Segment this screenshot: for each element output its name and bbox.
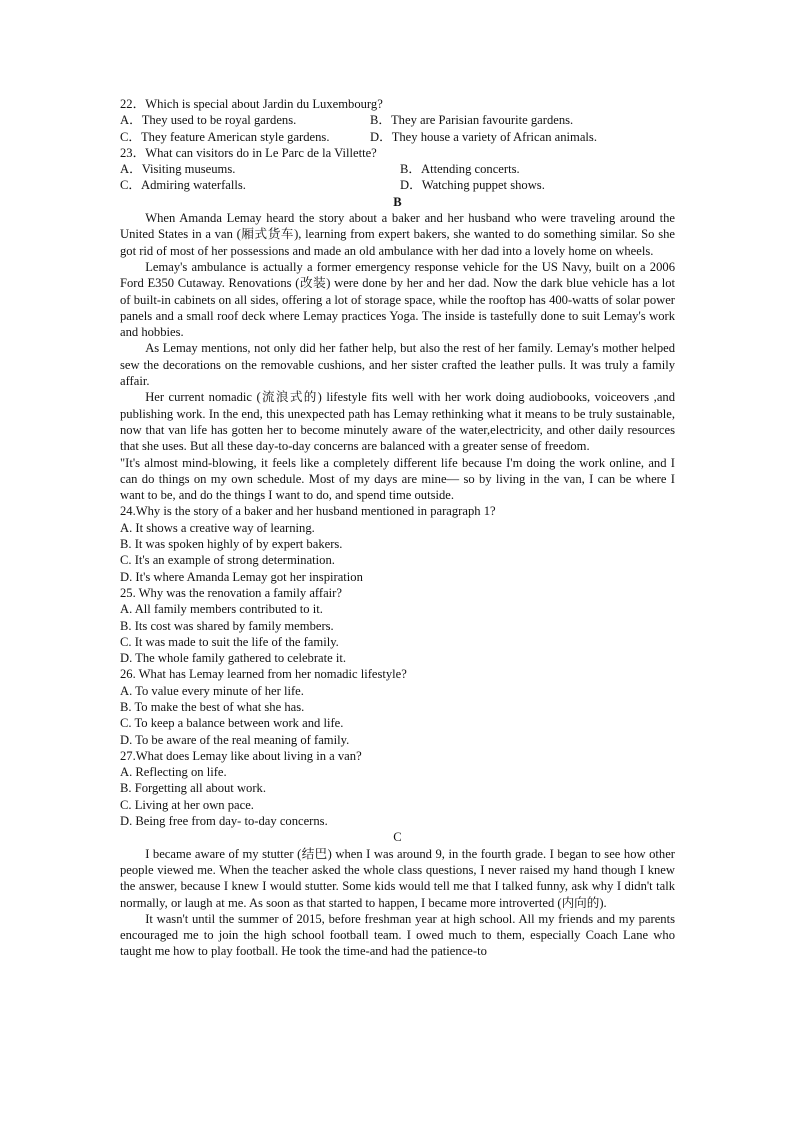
- question-26-option-c: C. To keep a balance between work and life.: [120, 716, 344, 731]
- question-23-option-b: B．Attending concerts.: [400, 162, 520, 177]
- section-b-paragraph-3: As Lemay mentions, not only did her father help, but also the rest of her family. Lemay's mother helped sew the decorations on the removable cushions, and her sister crafted the leather pulls. It was truly a family affair.: [120, 341, 675, 389]
- question-22-option-c: C．They feature American style gardens.: [120, 129, 330, 144]
- question-24-option-d: D. It's where Amanda Lemay got her inspiration: [120, 569, 363, 584]
- question-22-options-row-1: [120, 112, 675, 128]
- question-22-option-a: A．They used to be royal gardens.: [120, 113, 297, 128]
- question-26-option-b: B. To make the best of what she has.: [120, 699, 305, 714]
- question-26-option-a: A. To value every minute of her life.: [120, 683, 304, 698]
- question-22-options-row-2: [120, 129, 675, 145]
- question-23-option-a: A．Visiting museums.: [120, 162, 236, 177]
- question-24-option-c: C. It's an example of strong determination.: [120, 553, 335, 568]
- section-b-paragraph-4: Her current nomadic (流浪式的) lifestyle fits well with her work doing audiobooks, voiceovers ,and publishing work. In the end, this unexpected path has Lemay rethinking what it means to be truly sustainable, now that van life has gotten her to become minutely aware of the water,electricity, and other daily resources that she uses. But all these day-to-day concerns are balanced with a greater sense of freedom.: [120, 390, 675, 454]
- question-23-option-c: C．Admiring waterfalls.: [120, 178, 246, 193]
- question-27-option-b: B. Forgetting all about work.: [120, 781, 266, 796]
- question-27-option-c: C. Living at her own pace.: [120, 797, 254, 812]
- question-23-options-row-2: [120, 177, 675, 193]
- section-b-heading: B: [393, 194, 402, 209]
- section-c-paragraph-1: I became aware of my stutter (结巴) when I was around 9, in the fourth grade. I began to see how other people viewed me. When the teacher asked the whole class questions, I never raised my hand though I knew the answer, because I knew I would stutter. Some kids would tell me that I talked funny, ask why I didn't talk normally, or laugh at me. As soon as that started to happen, I became more introverted (内向的).: [120, 846, 675, 910]
- question-27-stem: 27.What does Lemay like about living in a van?: [120, 748, 362, 763]
- question-23-stem: 23．What can visitors do in Le Parc de la Villette?: [120, 145, 377, 160]
- question-23-option-d: D．Watching puppet shows.: [400, 178, 545, 193]
- question-24-option-a: A. It shows a creative way of learning.: [120, 520, 315, 535]
- document-page: [120, 96, 675, 960]
- question-24-stem: 24.Why is the story of a baker and her husband mentioned in paragraph 1?: [120, 504, 496, 519]
- question-26-stem: 26. What has Lemay learned from her nomadic lifestyle?: [120, 667, 407, 682]
- section-b-paragraph-2: Lemay's ambulance is actually a former emergency response vehicle for the US Navy, built on a 2006 Ford E350 Cutaway. Renovations (改装) were done by her and her dad. Now the dark blue vehicle has a lot of built-in cabinets on all sides, offering a lot of storage space, while the rooftop has 400-watts of solar power panels and a small roof deck where Lemay practices Yoga. The inside is tastefully done to suit Lemay's work and hobbies.: [120, 259, 675, 340]
- question-25-option-a: A. All family members contributed to it.: [120, 602, 323, 617]
- question-26-option-d: D. To be aware of the real meaning of family.: [120, 732, 350, 747]
- question-24-option-b: B. It was spoken highly of by expert bakers.: [120, 537, 343, 552]
- question-23-options-row-1: [120, 161, 675, 177]
- question-25-option-b: B. Its cost was shared by family members.: [120, 618, 334, 633]
- question-22-option-b: B．They are Parisian favourite gardens.: [370, 113, 574, 128]
- question-25-option-d: D. The whole family gathered to celebrate it.: [120, 651, 347, 666]
- section-c-paragraph-2: It wasn't until the summer of 2015, before freshman year at high school. All my friends and my parents encouraged me to join the high school football team. I owed much to them, especially Coach Lane who taught me how to play football. He took the time-and had the patience-to: [120, 911, 675, 959]
- question-27-option-d: D. Being free from day- to-day concerns.: [120, 814, 328, 829]
- section-c-heading: C: [393, 830, 402, 845]
- question-22-stem: 22．Which is special about Jardin du Luxembourg?: [120, 97, 383, 111]
- question-27-option-a: A. Reflecting on life.: [120, 765, 227, 780]
- section-b-paragraph-5: "It's almost mind-blowing, it feels like a completely different life because I'm doing the work online, and I can do things on my own schedule. Most of my days are mine— so by living in the van, I can be where I want to be, and do the things I want to do, and spend time outside.: [120, 455, 675, 503]
- question-25-stem: 25. Why was the renovation a family affair?: [120, 585, 342, 600]
- section-b-paragraph-1: When Amanda Lemay heard the story about a baker and her husband who were traveling around the United States in a van (厢式货车), learning from expert bakers, she wanted to do something similar. So she got rid of most of her possessions and made an old ambulance with her dad into a lovely home on wheels.: [120, 211, 675, 258]
- question-22-option-d: D．They house a variety of African animals.: [370, 129, 597, 144]
- question-25-option-c: C. It was made to suit the life of the family.: [120, 634, 339, 649]
